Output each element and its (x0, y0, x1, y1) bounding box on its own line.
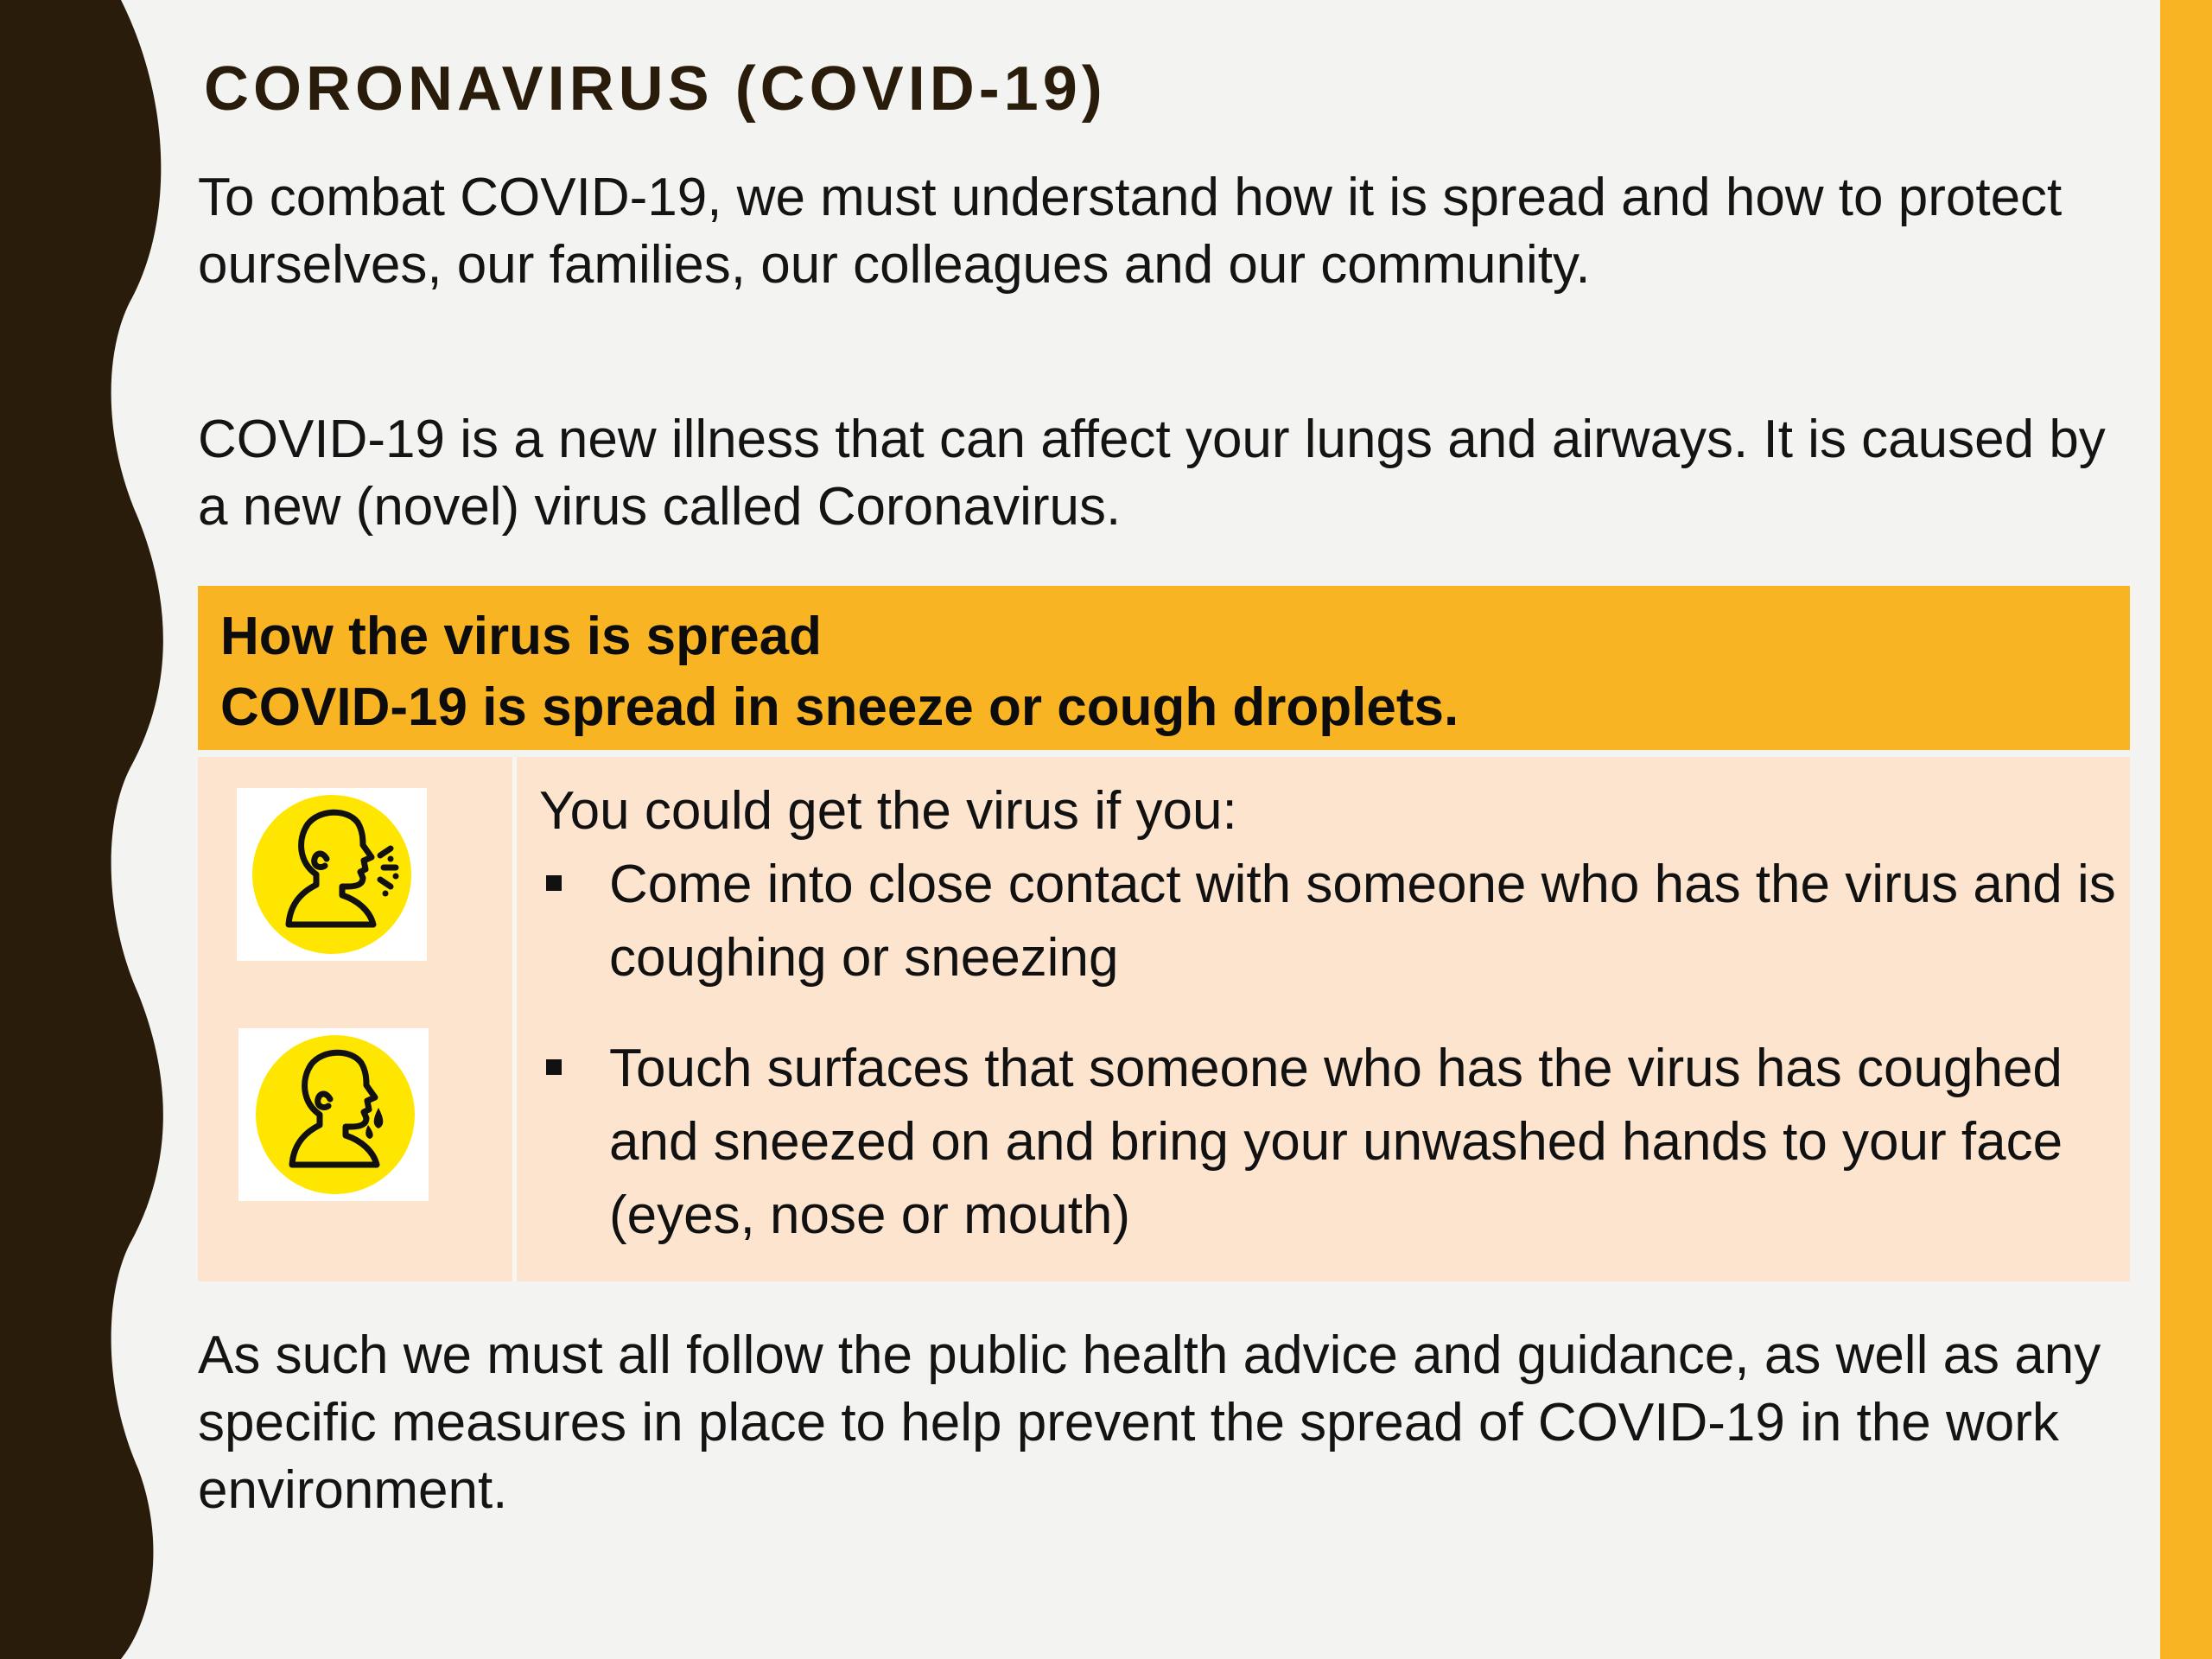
column-divider (512, 757, 517, 1281)
square-bullet-icon (546, 875, 562, 891)
bullet-intro: You could get the virus if you: (539, 781, 1237, 841)
slide-title: CORONAVIRUS (COVID-19) (204, 54, 1107, 124)
coughing-person-icon (237, 788, 427, 961)
square-bullet-icon (546, 1059, 562, 1075)
bullet-text: Come into close contact with someone who has the virus and is coughing or sneezing (609, 855, 2116, 988)
virus-spread-table (198, 586, 2130, 1281)
closing-paragraph: As such we must all follow the public health advice and guidance, as well as any specific measures in place to help prevent the spread of COVID-19 in the work environment. (198, 1325, 2101, 1520)
table-body (198, 757, 2130, 1281)
table-header-subtitle: COVID-19 is spread in sneeze or cough droplets. (220, 677, 1459, 737)
intro-paragraph: To combat COVID-19, we must understand how it is spread and how to protect ourselves, our families, our colleagues and our community. (198, 168, 2063, 295)
right-accent-band (2160, 0, 2212, 1659)
sneezing-person-icon (238, 1028, 429, 1201)
table-header-title: How the virus is spread (220, 607, 822, 666)
left-wave-decoration (0, 0, 173, 1659)
definition-paragraph: COVID-19 is a new illness that can affect your lungs and airways. It is caused by a new (novel) virus called Coronavirus. (198, 410, 2106, 537)
table-header (198, 586, 2130, 750)
bullet-text: Touch surfaces that someone who has the virus has coughed and sneezed on and bring your unwashed hands to your face (eyes, nose or mouth) (609, 1039, 2063, 1245)
